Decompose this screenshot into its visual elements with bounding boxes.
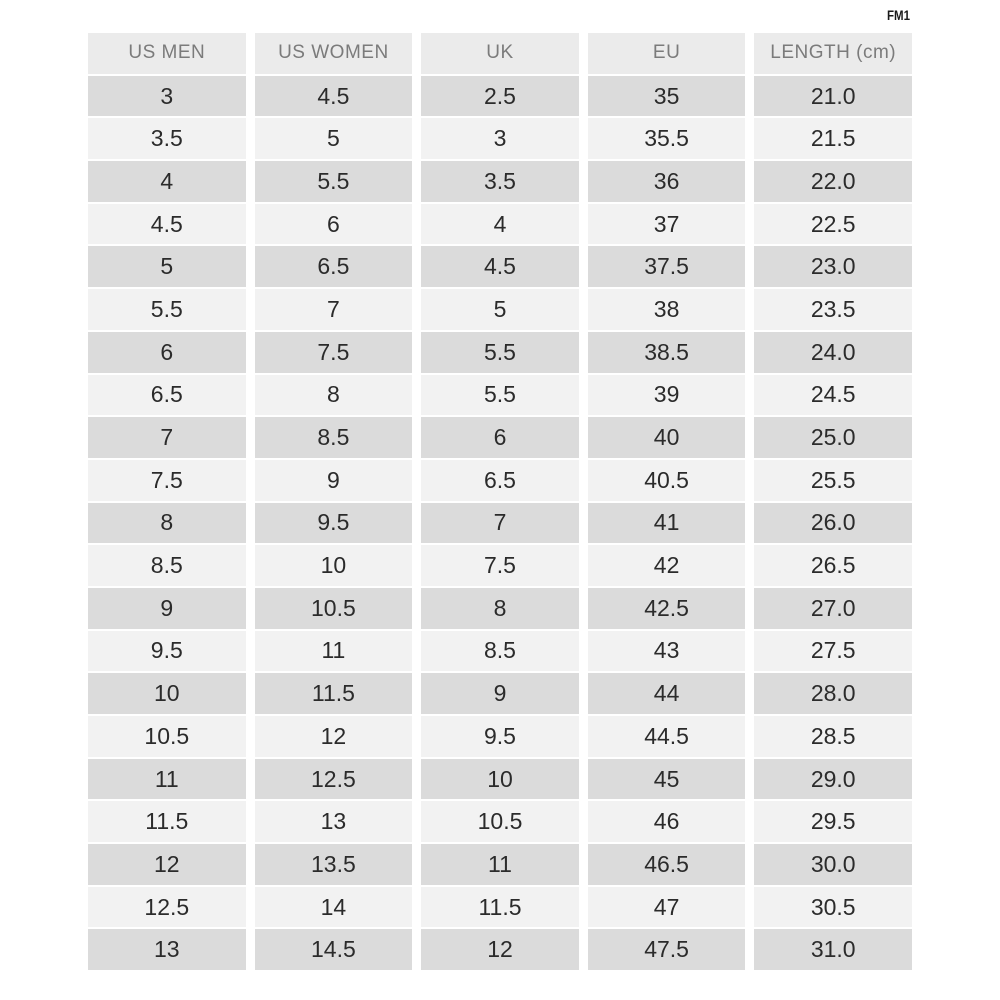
table-header-row xyxy=(88,33,912,74)
cell: 8.5 xyxy=(88,545,246,586)
cell: 44 xyxy=(588,673,746,714)
cell: 22.0 xyxy=(754,161,912,202)
table-row xyxy=(88,289,912,330)
cell: 11.5 xyxy=(421,887,579,928)
cell: 22.5 xyxy=(754,204,912,245)
table-row xyxy=(88,844,912,885)
cell: 30.0 xyxy=(754,844,912,885)
cell: 3 xyxy=(421,118,579,159)
cell: 4.5 xyxy=(88,204,246,245)
page-corner-tag: FM1 xyxy=(887,7,910,23)
cell: 8 xyxy=(421,588,579,629)
cell: 28.5 xyxy=(754,716,912,757)
cell: 12.5 xyxy=(88,887,246,928)
cell: 2.5 xyxy=(421,76,579,117)
cell: 11 xyxy=(255,631,413,672)
cell: 26.0 xyxy=(754,503,912,544)
cell: 38 xyxy=(588,289,746,330)
cell: 5.5 xyxy=(421,375,579,416)
cell: 10.5 xyxy=(88,716,246,757)
cell: 4.5 xyxy=(255,76,413,117)
cell: 7.5 xyxy=(88,460,246,501)
cell: 23.5 xyxy=(754,289,912,330)
cell: 8 xyxy=(255,375,413,416)
cell: 12 xyxy=(88,844,246,885)
cell: 7.5 xyxy=(421,545,579,586)
cell: 5.5 xyxy=(255,161,413,202)
cell: 42 xyxy=(588,545,746,586)
column-header-length-cm: LENGTH (cm) xyxy=(754,33,912,74)
cell: 9 xyxy=(88,588,246,629)
cell: 4 xyxy=(421,204,579,245)
table-row xyxy=(88,631,912,672)
cell: 8.5 xyxy=(421,631,579,672)
cell: 10 xyxy=(421,759,579,800)
table-row xyxy=(88,76,912,117)
cell: 12 xyxy=(255,716,413,757)
size-conversion-table xyxy=(88,33,912,972)
column-header-eu: EU xyxy=(588,33,746,74)
cell: 10.5 xyxy=(255,588,413,629)
cell: 6 xyxy=(255,204,413,245)
table-row xyxy=(88,545,912,586)
cell: 5 xyxy=(421,289,579,330)
cell: 7.5 xyxy=(255,332,413,373)
table-row xyxy=(88,887,912,928)
table-row xyxy=(88,118,912,159)
cell: 45 xyxy=(588,759,746,800)
cell: 6.5 xyxy=(88,375,246,416)
cell: 4 xyxy=(88,161,246,202)
cell: 12.5 xyxy=(255,759,413,800)
cell: 10 xyxy=(88,673,246,714)
table-row xyxy=(88,673,912,714)
cell: 30.5 xyxy=(754,887,912,928)
cell: 28.0 xyxy=(754,673,912,714)
column-header-us-women: US WOMEN xyxy=(255,33,413,74)
cell: 10 xyxy=(255,545,413,586)
cell: 9.5 xyxy=(88,631,246,672)
cell: 39 xyxy=(588,375,746,416)
cell: 24.5 xyxy=(754,375,912,416)
cell: 3.5 xyxy=(421,161,579,202)
cell: 47.5 xyxy=(588,929,746,970)
cell: 42.5 xyxy=(588,588,746,629)
cell: 4.5 xyxy=(421,246,579,287)
cell: 23.0 xyxy=(754,246,912,287)
cell: 47 xyxy=(588,887,746,928)
cell: 26.5 xyxy=(754,545,912,586)
cell: 9 xyxy=(255,460,413,501)
table-row xyxy=(88,246,912,287)
cell: 14 xyxy=(255,887,413,928)
cell: 11.5 xyxy=(88,801,246,842)
cell: 11 xyxy=(88,759,246,800)
column-header-us-men: US MEN xyxy=(88,33,246,74)
cell: 5.5 xyxy=(88,289,246,330)
cell: 21.5 xyxy=(754,118,912,159)
table-row xyxy=(88,204,912,245)
table-row xyxy=(88,716,912,757)
table-row xyxy=(88,588,912,629)
cell: 43 xyxy=(588,631,746,672)
cell: 11 xyxy=(421,844,579,885)
cell: 40 xyxy=(588,417,746,458)
column-header-uk: UK xyxy=(421,33,579,74)
table-row xyxy=(88,503,912,544)
table-row xyxy=(88,332,912,373)
cell: 29.0 xyxy=(754,759,912,800)
cell: 41 xyxy=(588,503,746,544)
cell: 12 xyxy=(421,929,579,970)
cell: 46.5 xyxy=(588,844,746,885)
cell: 36 xyxy=(588,161,746,202)
cell: 13.5 xyxy=(255,844,413,885)
cell: 5 xyxy=(88,246,246,287)
table-body xyxy=(88,76,912,970)
cell: 13 xyxy=(255,801,413,842)
cell: 6 xyxy=(88,332,246,373)
table-row xyxy=(88,375,912,416)
cell: 9 xyxy=(421,673,579,714)
cell: 11.5 xyxy=(255,673,413,714)
cell: 13 xyxy=(88,929,246,970)
cell: 29.5 xyxy=(754,801,912,842)
cell: 35 xyxy=(588,76,746,117)
table-row xyxy=(88,161,912,202)
cell: 7 xyxy=(255,289,413,330)
cell: 8 xyxy=(88,503,246,544)
table-row xyxy=(88,759,912,800)
table-row xyxy=(88,929,912,970)
table-row xyxy=(88,801,912,842)
cell: 3 xyxy=(88,76,246,117)
cell: 10.5 xyxy=(421,801,579,842)
cell: 7 xyxy=(421,503,579,544)
cell: 9.5 xyxy=(255,503,413,544)
cell: 44.5 xyxy=(588,716,746,757)
cell: 27.0 xyxy=(754,588,912,629)
cell: 6.5 xyxy=(255,246,413,287)
cell: 3.5 xyxy=(88,118,246,159)
cell: 38.5 xyxy=(588,332,746,373)
cell: 6.5 xyxy=(421,460,579,501)
cell: 25.0 xyxy=(754,417,912,458)
table-row xyxy=(88,460,912,501)
cell: 14.5 xyxy=(255,929,413,970)
cell: 40.5 xyxy=(588,460,746,501)
cell: 35.5 xyxy=(588,118,746,159)
cell: 24.0 xyxy=(754,332,912,373)
cell: 9.5 xyxy=(421,716,579,757)
cell: 21.0 xyxy=(754,76,912,117)
table-row xyxy=(88,417,912,458)
cell: 6 xyxy=(421,417,579,458)
cell: 5.5 xyxy=(421,332,579,373)
cell: 7 xyxy=(88,417,246,458)
cell: 37.5 xyxy=(588,246,746,287)
cell: 8.5 xyxy=(255,417,413,458)
cell: 46 xyxy=(588,801,746,842)
cell: 31.0 xyxy=(754,929,912,970)
cell: 25.5 xyxy=(754,460,912,501)
cell: 27.5 xyxy=(754,631,912,672)
cell: 37 xyxy=(588,204,746,245)
cell: 5 xyxy=(255,118,413,159)
